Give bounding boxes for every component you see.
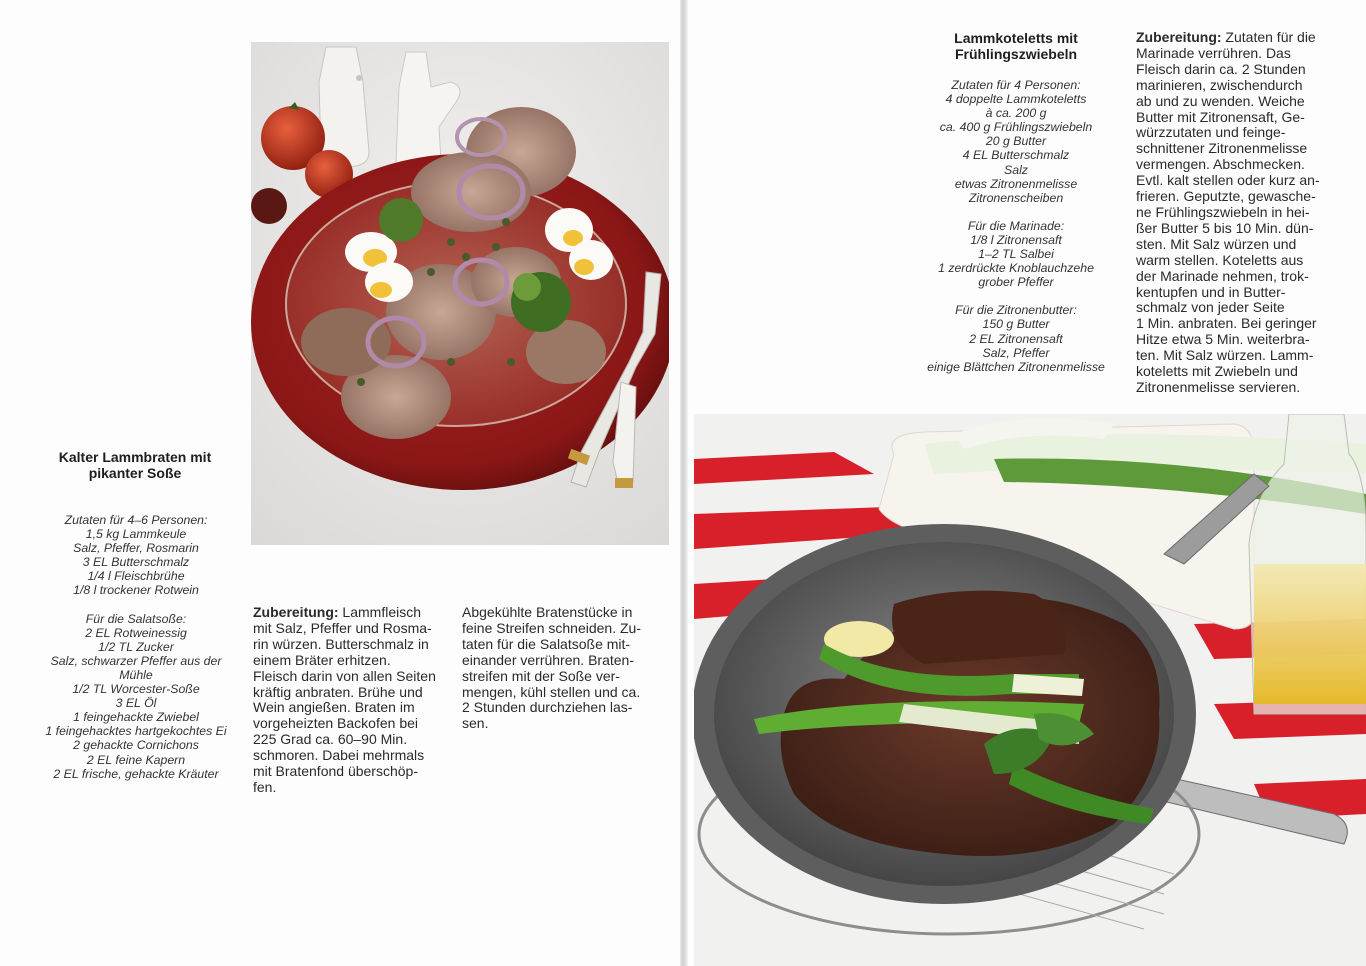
ingredient: Salz, Pfeffer, Rosmarin	[73, 541, 199, 556]
ingredient: 3 EL Butterschmalz	[82, 555, 190, 570]
prep-line: kräftig anbraten. Brühe und	[253, 683, 423, 700]
ingredient: 1/2 TL Worcester-Soße	[72, 682, 200, 697]
ingredient: 2 EL Zitronensaft	[969, 331, 1063, 346]
prep-line: rin würzen. Butterschmalz in	[253, 635, 429, 652]
prep-line: warm stellen. Koteletts aus	[1136, 251, 1304, 268]
prep-line: mit Salz, Pfeffer und Rosma-	[253, 619, 432, 636]
lamb-chops-ingredients	[916, 78, 1116, 374]
prep-line: 2 Stunden durchziehen las-	[462, 699, 633, 716]
prep-line-first	[253, 605, 453, 621]
prep-line: 225 Grad ca. 60–90 Min.	[253, 731, 408, 748]
prep-line: fen.	[253, 778, 277, 795]
prep-line-first	[1136, 30, 1351, 46]
ingredient: 4 doppelte Lammkoteletts	[945, 92, 1087, 107]
prep-line: vermengen. Abschmecken.	[1136, 156, 1305, 173]
prep-line: vorgeheizten Backofen bei	[253, 715, 418, 732]
prep-line: der Marinade nehmen, trok-	[1136, 267, 1309, 284]
lamb-roast-title	[40, 449, 230, 481]
prep-line: sen.	[462, 715, 489, 732]
prep-line: koteletts mit Zwiebeln und	[1136, 363, 1298, 380]
ingredient: ca. 400 g Frühlingszwiebeln	[939, 120, 1093, 135]
ingredient: 1 feingehacktes hartgekochtes Ei	[45, 724, 227, 739]
prep-line: kentupfen und in Butter-	[1136, 283, 1286, 300]
ingredient: 4 EL Butterschmalz	[962, 148, 1070, 163]
ingredient: Für die Marinade:	[967, 218, 1065, 233]
prep-line: sten. Mit Salz würzen und	[1136, 235, 1297, 252]
prep-line: Wein angießen. Braten im	[253, 699, 415, 716]
ingredient: Mühle	[119, 667, 153, 682]
prep-line: würzzutaten und feinge-	[1136, 124, 1286, 141]
book-gutter	[680, 0, 688, 966]
prep-line: mengen, kühl stellen und ca.	[462, 683, 641, 700]
ingredient: einige Blättchen Zitronenmelisse	[927, 359, 1105, 374]
prep-line: marinieren, zwischendurch	[1136, 76, 1303, 93]
lamb-roast-preparation-col1	[253, 605, 453, 796]
ingredient: 1 feingehackte Zwiebel	[73, 710, 199, 725]
prep-line: streifen mit der Soße ver-	[462, 667, 620, 684]
prep-line: mit Bratenfond überschöp-	[253, 763, 418, 780]
ingredient: 2 EL Rotweinessig	[85, 625, 187, 640]
lamb-chops-preparation	[1136, 30, 1351, 396]
ingredient: 2 EL frische, gehackte Kräuter	[53, 766, 219, 781]
ingredient: 1/8 l trockener Rotwein	[73, 583, 199, 598]
prep-line: Fleisch darin von allen Seiten	[253, 667, 436, 684]
prep-line: ten. Mit Salz würzen. Lamm-	[1136, 347, 1314, 364]
prep-line: feine Streifen schneiden. Zu-	[462, 619, 641, 636]
prep-line: Abgekühlte Bratenstücke in	[462, 604, 633, 620]
prep-line: ab und zu wenden. Weiche	[1136, 92, 1305, 109]
prep-line: einander verrühren. Braten-	[462, 651, 634, 668]
prep-first-text: Zutaten für die	[1221, 29, 1316, 45]
lamb-roast-ingredients	[30, 513, 242, 781]
prep-line: Evtl. kalt stellen oder kurz an-	[1136, 172, 1320, 189]
ingredient: Für die Zitronenbutter:	[955, 303, 1077, 318]
prep-line: ne Frühlingszwiebeln in hei-	[1136, 203, 1310, 220]
prep-line: Fleisch darin ca. 2 Stunden	[1136, 60, 1306, 77]
lamb-chops-photo	[694, 414, 1366, 966]
prep-line: schmalz von jeder Seite	[1136, 299, 1285, 316]
prep-line: einem Bräter erhitzen.	[253, 651, 391, 668]
prep-label: Zubereitung:	[1136, 29, 1222, 45]
ingredient: Salz, Pfeffer	[982, 345, 1050, 360]
lamb-chops-title	[918, 30, 1114, 62]
prep-line: Marinade verrühren. Das	[1136, 44, 1291, 61]
ingredient: 1/2 TL Zucker	[98, 639, 174, 654]
prep-line: Hitze etwa 5 Min. weiterbra-	[1136, 331, 1310, 348]
ingredient: Salz	[1004, 162, 1028, 177]
ingredient: Zitronenscheiben	[968, 190, 1064, 205]
ingredient: Zutaten für 4 Personen:	[951, 78, 1081, 92]
title-line: pikanter Soße	[88, 465, 182, 481]
prep-line: frieren. Geputzte, gewasche-	[1136, 188, 1316, 205]
prep-line: Butter mit Zitronensaft, Ge-	[1136, 108, 1305, 125]
ingredient: 1,5 kg Lammkeule	[85, 527, 187, 542]
ingredient: Für die Salatsoße:	[85, 611, 187, 626]
ingredient: grober Pfeffer	[978, 275, 1054, 290]
ingredient: 1 zerdrückte Knoblauchzehe	[938, 261, 1094, 276]
title-line: Frühlingszwiebeln	[954, 46, 1078, 62]
prep-line: taten für die Salatsoße mit-	[462, 635, 631, 652]
prep-first-text: Lammfleisch	[338, 604, 422, 620]
prep-line: schnittener Zitronenmelisse	[1136, 140, 1308, 157]
ingredient: Salz, schwarzer Pfeffer aus der	[50, 653, 222, 668]
ingredient: 3 EL Öl	[115, 696, 157, 711]
prep-line: Zitronenmelisse servieren.	[1136, 378, 1301, 395]
ingredient: 150 g Butter	[982, 317, 1050, 332]
ingredient: Zutaten für 4–6 Personen:	[64, 513, 208, 527]
ingredient: 1–2 TL Salbei	[978, 247, 1054, 262]
lamb-roast-preparation-col2	[462, 605, 662, 732]
prep-line: schmoren. Dabei mehrmals	[253, 747, 425, 764]
title-line: Lammkoteletts mit	[954, 30, 1078, 46]
prep-line: ßer Butter 5 bis 10 Min. dün-	[1136, 219, 1314, 236]
ingredient: 1/4 l Fleischbrühe	[87, 569, 185, 584]
title-line: Kalter Lammbraten mit	[58, 449, 212, 465]
ingredient: etwas Zitronenmelisse	[954, 176, 1078, 191]
ingredient: 1/8 l Zitronensaft	[970, 232, 1062, 247]
ingredient: à ca. 200 g	[985, 106, 1047, 121]
lamb-roast-photo	[251, 42, 669, 545]
prep-label: Zubereitung:	[253, 604, 339, 620]
prep-line: 1 Min. anbraten. Bei geringer	[1136, 315, 1317, 332]
ingredient: 2 gehackte Cornichons	[73, 738, 199, 753]
ingredient: 2 EL feine Kapern	[86, 752, 186, 767]
ingredient: 20 g Butter	[985, 134, 1047, 149]
